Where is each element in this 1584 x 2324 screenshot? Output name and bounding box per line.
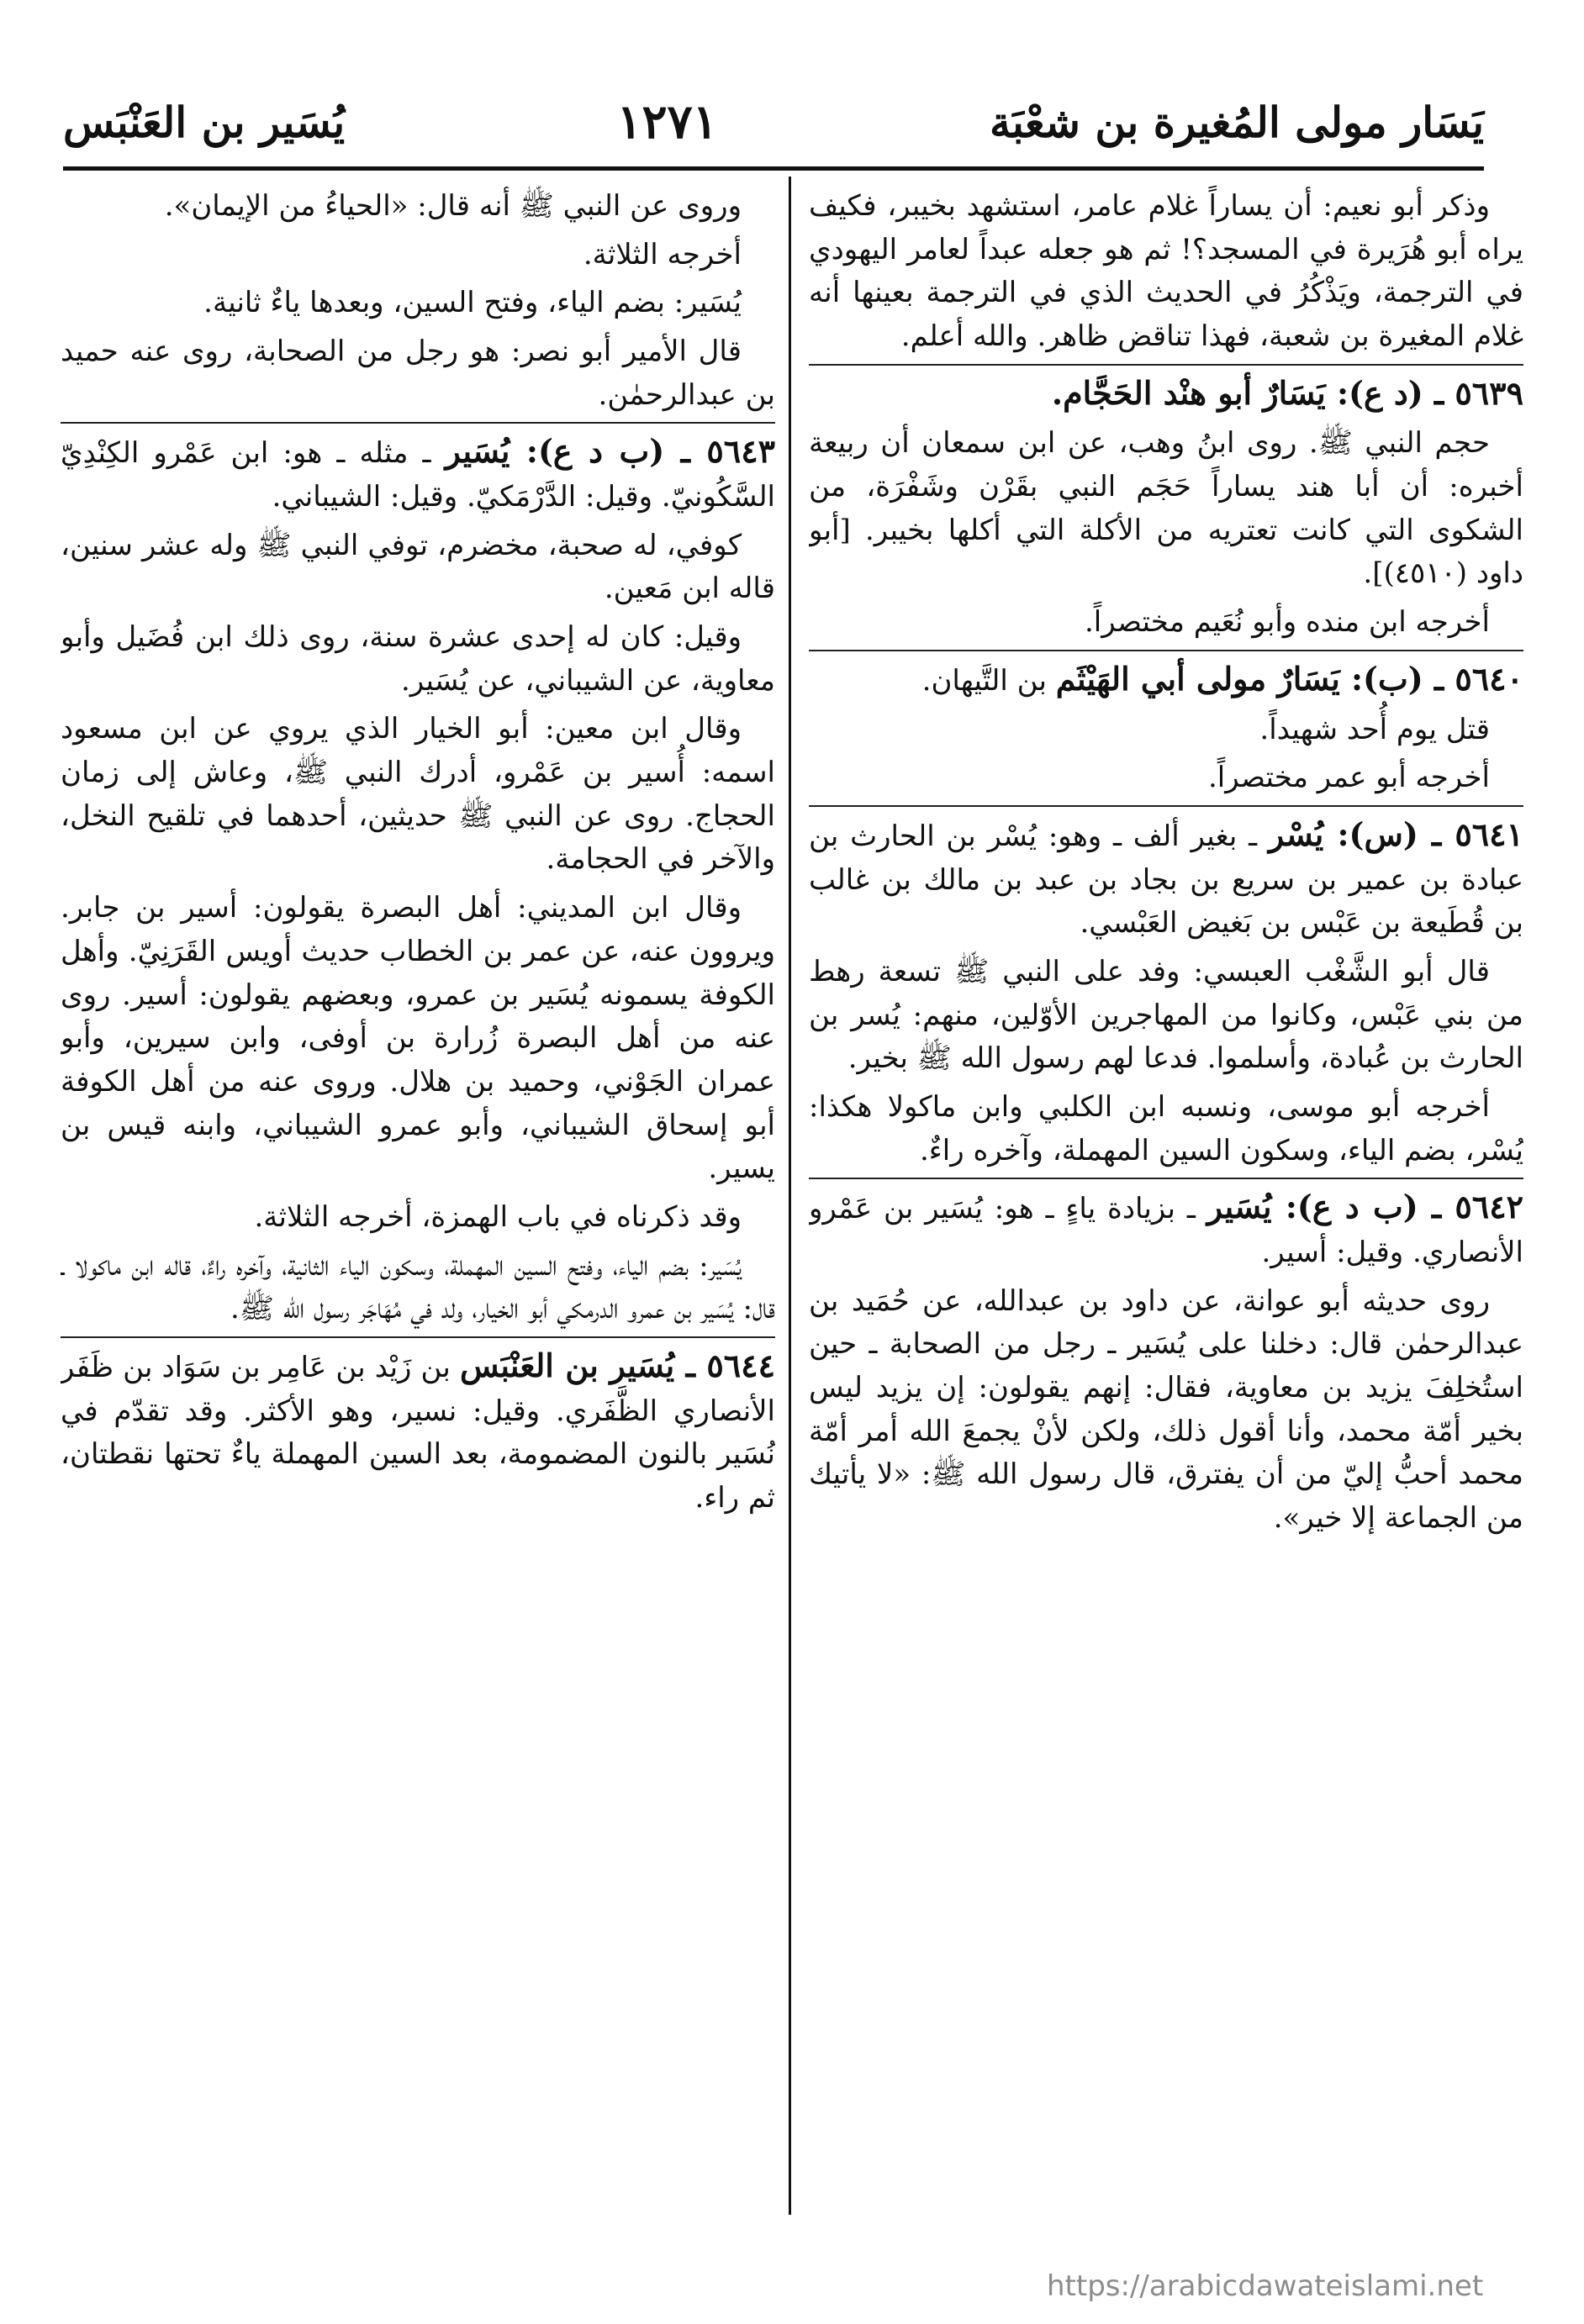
paragraph-text: وقال ابن معين: أبو الخيار الذي يروي عن ابن مسعود اسمه: أُسير بن عَمْرو، أدرك النبي ﷺ، وعاش إلى زمان الحجاج. روى عن النبي ﷺ حديثين، أحدهما في تلقيح النخل، والآخر في الحجامة. [61, 712, 775, 877]
entry-heading: ٥٦٤٢ ـ (ب د ع): يُسَير [1206, 1188, 1523, 1226]
paragraph-text: وروى عن النبي ﷺ أنه قال: «الحياءُ من الإيمان». [164, 189, 742, 223]
text-paragraph [809, 601, 1523, 645]
paragraph-text: أخرجه أبو عمر مختصراً. [1208, 761, 1490, 795]
paragraph-text: بن التَّيهان. [921, 663, 1047, 698]
paragraph-text: قتل يوم أُحد شهيداً. [1259, 712, 1490, 746]
text-paragraph [809, 1086, 1523, 1173]
entry-paragraph [61, 1336, 775, 1520]
paragraph-text: وقال ابن المديني: أهل البصرة يقولون: أسير بن جابر. ويروون عنه، عن عمر بن الخطاب حديث أويس القَرَنِيّ. وأهل الكوفة يسمونه يُسَير بن عمرو، وبعضهم يقولون: أسير. روى عنه من أهل البصرة زُرارة بن أوفى، وابن سيرين، وأبو عمران الجَوْني، وحميد بن هلال. وروى عنه من أهل الكوفة أبو إسحاق الشيباني، وأبو عمرو الشيباني، وابنه قيس بن يسير. [61, 891, 775, 1186]
text-paragraph [809, 709, 1523, 752]
entry-paragraph [809, 1178, 1523, 1274]
entry-heading: ٥٦٤١ ـ (س): يُسْر [1268, 814, 1523, 853]
text-paragraph [61, 887, 775, 1191]
paragraph-text: قال أبو الشَّغْب العبسي: وفد على النبي ﷺ تسعة رهط من بني عَبْس، وكانوا من المهاجرين الأوّلين، منهم: يُسر بن الحارث بن عُبادة، وأسلموا. فدعا لهم رسول الله ﷺ بخير. [809, 954, 1523, 1076]
paragraph-text: أخرجه ابن منده وأبو نُعَيم مختصراً. [1085, 605, 1490, 640]
paragraph-text: كوفي، له صحبة، مخضرم، توفي النبي ﷺ وله عشر سنين، قاله ابن مَعين. [61, 528, 775, 606]
entry-paragraph [809, 650, 1523, 704]
entry-heading: ٥٦٤٠ ـ (ب): يَسَارٌ مولى أبي الهَيْثَم [1055, 659, 1523, 698]
paragraph-text: ـ بغير ألف ـ وهو: يُسْر بن الحارث بن عبادة بن عمير بن سريع بن بجاد بن عبد بن مالك بن غالب بن قُطَيعة بن عَبْس بن بَغيض العَبْسي. [809, 819, 1523, 941]
text-paragraph [809, 756, 1523, 800]
text-paragraph [809, 422, 1523, 596]
paragraph-text: وقد ذكرناه في باب الهمزة، أخرجه الثلاثة. [254, 1199, 742, 1234]
paragraph-text: ـ مثله ـ هو: ابن عَمْرو الكِنْدِيّ السَّكُونيّ. وقيل: الدَّرْمَكيّ. وقيل: الشيباني. [61, 436, 775, 514]
page-header [63, 88, 1484, 155]
entry-heading: ٥٦٤٤ ـ يُسَير بن العَنْبَس [459, 1346, 775, 1384]
paragraph-text: روى حديثه أبو عوانة، عن داود بن عبدالله، عن حُمَيد بن عبدالرحمٰن قال: دخلنا على يُسَير ـ رجل من الصحابة ـ حين استُخلِفَ يزيد بن معاوية، فقال: إنهم يقولون: إن يزيد ليس بخير أمّة محمد، وأنا أقول ذلك، ولكن لأنْ يجمعَ الله أمر أمّة محمد أحبُّ إليّ من أن يفترق، قال رسول الله ﷺ: «لا يأتيك من الجماعة إلا خير». [809, 1283, 1523, 1536]
text-paragraph [61, 330, 775, 417]
paragraph-text: قال الأمير أبو نصر: هو رجل من الصحابة، روى عنه حميد بن عبدالرحمٰن. [61, 335, 775, 412]
entry-heading: ٥٦٤٣ ـ (ب د ع): يُسَير [445, 432, 775, 471]
paragraph-text: أخرجه أبو موسى، ونسبه ابن الكلبي وابن ماكولا هكذا: يُسْر، بضم الياء، وسكون السين المهملة، وآخره راءٌ. [809, 1090, 1523, 1167]
text-paragraph [61, 616, 775, 703]
text-paragraph [809, 185, 1523, 359]
text-paragraph [61, 234, 775, 277]
text-paragraph [61, 1196, 775, 1240]
text-paragraph [809, 951, 1523, 1081]
paragraph-text: يُسَير: بضم الياء، وفتح السين، وبعدها ياءٌ ثانية. [203, 286, 742, 320]
column-divider [789, 177, 791, 2215]
header-right-title: يَسَار مولى المُغيرة بن شعْبَة [990, 97, 1484, 147]
header-left-title: يُسَير بن العَنْبَس [63, 97, 346, 147]
paragraph-text: ـ بزيادة ياءٍ ـ هو: يُسَير بن عَمْرو الأنصاري. وقيل: أسير. [809, 1192, 1523, 1270]
text-paragraph [61, 185, 775, 229]
entry-paragraph [809, 364, 1523, 418]
text-paragraph [809, 1280, 1523, 1541]
paragraph-text: وذكر أبو نعيم: أن يساراً غلام عامر، استشهد بخيبر، فكيف يراه أبو هُرَيرة في المسجد؟! ثم هو جعله عبداً لعامر اليهودي في الترجمة، ويَذْكُرُ في الحديث الذي في الترجمة بعينها أنه غلام المغيرة بن شعبة، فهذا تناقض ظاهر. والله أعلم. [809, 189, 1523, 354]
paragraph-text: بن زَيْد بن عَامِر بن سَوَاد بن ظَفَر الأنصاري الظَّفَري. وقيل: نسير، وهو الأكثر. وقد تقدّم في نُسَير بالنون المضمومة، بعد السين المهملة ياءٌ تحتها نقطتان، ثم راء. [61, 1350, 775, 1515]
paragraph-text: يُسَير: بضم الياء، وفتح السين المهملة، وسكون الياء الثانية، وآخره راءٌ، قاله ابن ماكولا ـ قال: يُسَير بن عمرو الدرمكي أبو الخيار، ولد في مُهَاجَر رسول الله ﷺ. [61, 1248, 775, 1326]
page-number: ١٢٧١ [616, 94, 718, 150]
text-paragraph [61, 1245, 775, 1331]
paragraph-text: وقيل: كان له إحدى عشرة سنة، روى ذلك ابن فُضَيل وأبو معاوية، عن الشيباني، عن يُسَير. [61, 620, 775, 698]
entry-heading: ٥٦٣٩ ـ (د ع): يَسَارٌ أبو هنْد الحَجَّام. [1051, 373, 1523, 412]
paragraph-text: حجم النبي ﷺ. روى ابنُ وهب، عن ابن سمعان أن ربيعة أخبره: أن أبا هند يساراً حَجَم النبي بقَرْن وشَفْرَة، من الشكوى التي كانت تعتريه من الأكلة التي أكلها بخيبر. [أبو داود (٤٥١٠)]. [809, 426, 1523, 591]
entry-paragraph [809, 805, 1523, 946]
paragraph-text: أخرجه الثلاثة. [583, 237, 742, 271]
watermark-url: https://arabicdawateislami.net [1047, 2269, 1484, 2303]
text-paragraph [61, 524, 775, 611]
right-column [809, 185, 1523, 2219]
text-paragraph [61, 282, 775, 325]
text-paragraph [61, 708, 775, 882]
entry-paragraph [61, 422, 775, 519]
left-column [61, 185, 775, 2219]
header-rule [63, 166, 1484, 171]
